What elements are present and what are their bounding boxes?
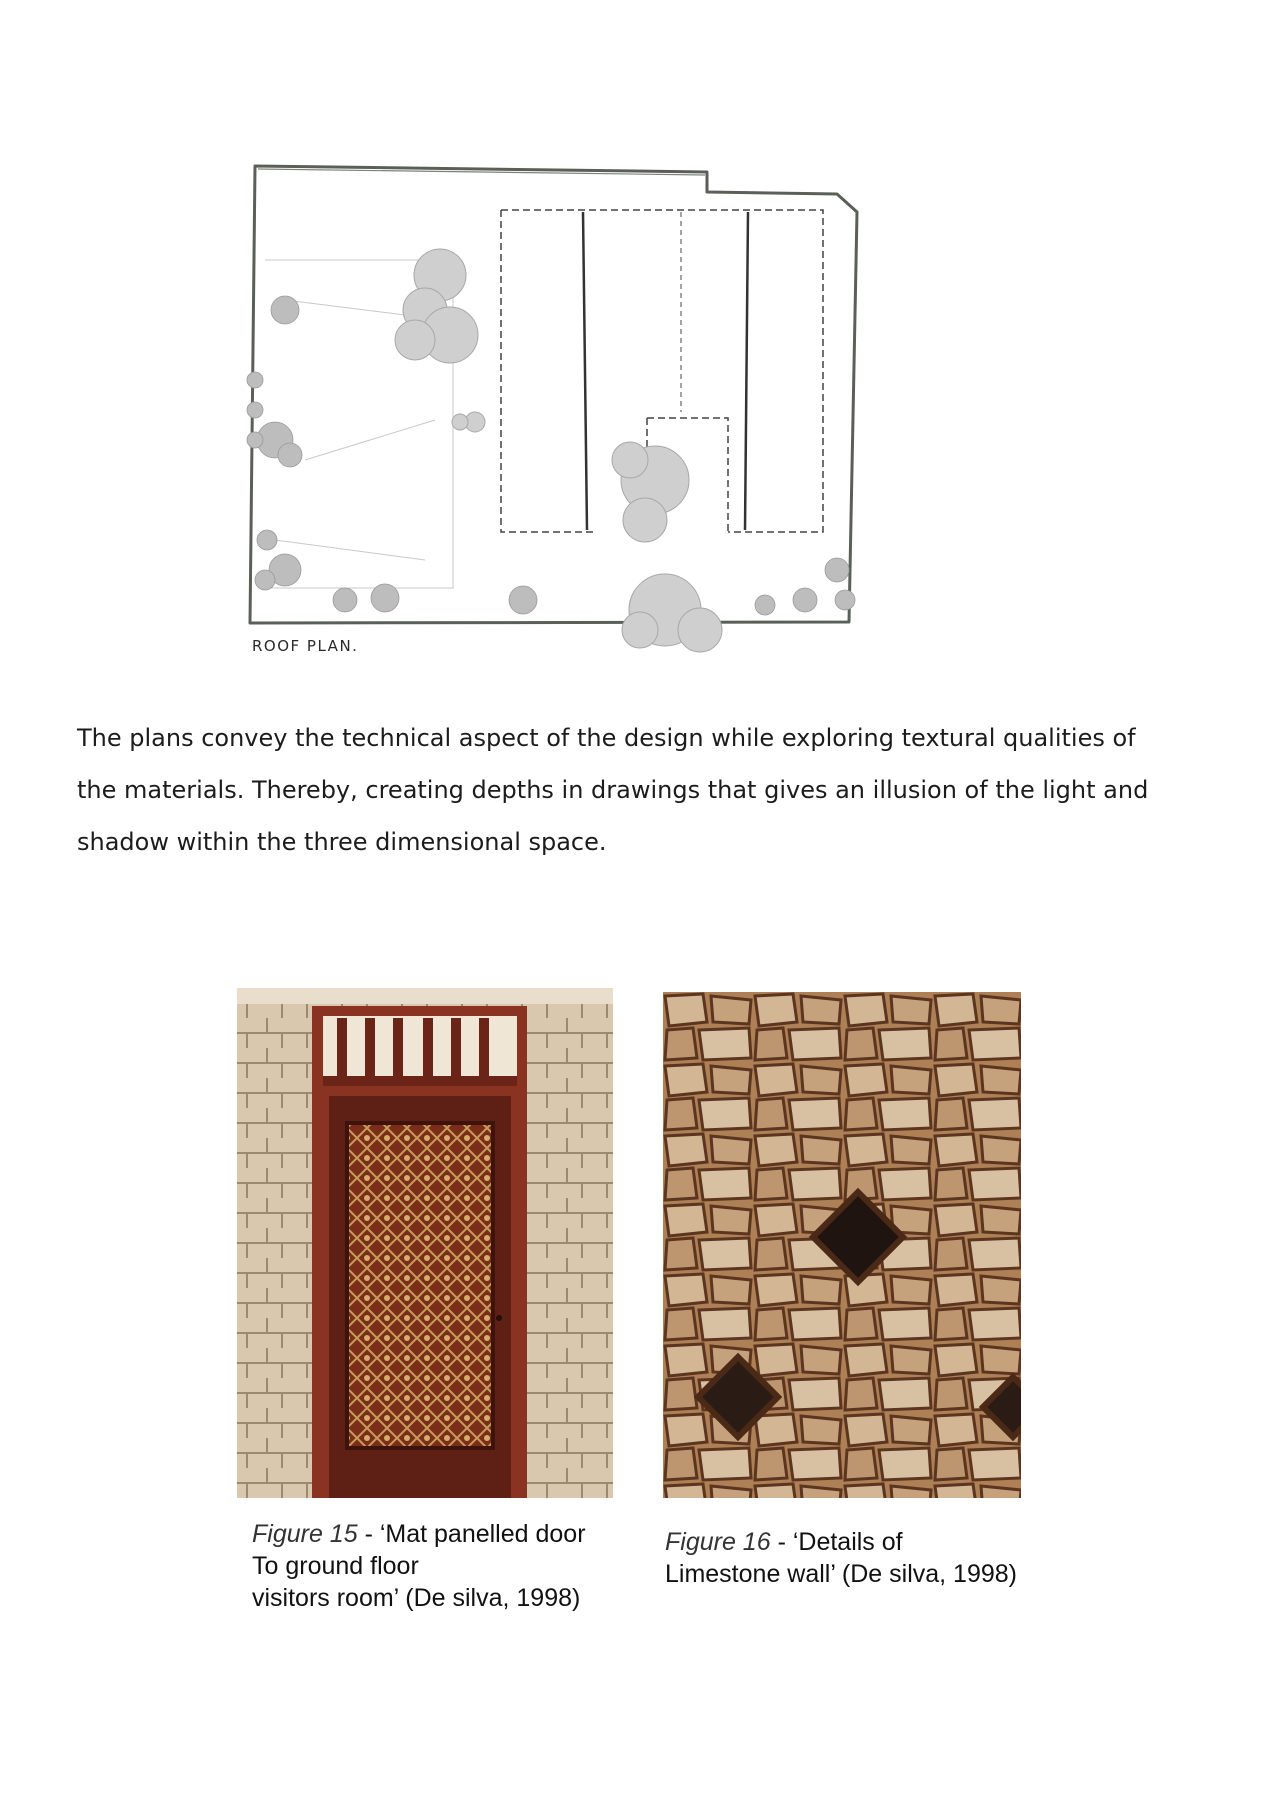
body-line-3: shadow within the three dimensional space. [77,828,607,856]
figure-16-text-2: Limestone wall’ (De silva, 1998) [665,1560,1018,1588]
roof-plan-drawing [245,160,975,655]
door-image [237,988,613,1498]
limestone-wall-photo [663,992,1021,1498]
figure-15-text-2: To ground floor [252,1552,419,1580]
limestone-image [663,992,1021,1498]
door-photo [237,988,613,1498]
figure-15-caption [252,1518,632,1614]
figure-16-caption [665,1526,1045,1590]
figure-15-text-1: - ‘Mat panelled door [357,1520,586,1548]
roof-plan-label: ROOF PLAN. [252,637,359,655]
figure-15-text-3: visitors room’ (De silva, 1998) [252,1584,581,1612]
figure-16-number: Figure 16 [665,1528,771,1556]
figure-15-number: Figure 15 [252,1520,358,1548]
roof-plan-sketch [245,160,975,655]
body-line-1: The plans convey the technical aspect of the design while exploring textural qualities of [77,724,1136,752]
body-line-2: the materials. Thereby, creating depths in drawings that gives an illusion of the light and [77,776,1149,804]
figure-16-text-1: - ‘Details of [770,1528,903,1556]
body-paragraph [77,712,1202,868]
